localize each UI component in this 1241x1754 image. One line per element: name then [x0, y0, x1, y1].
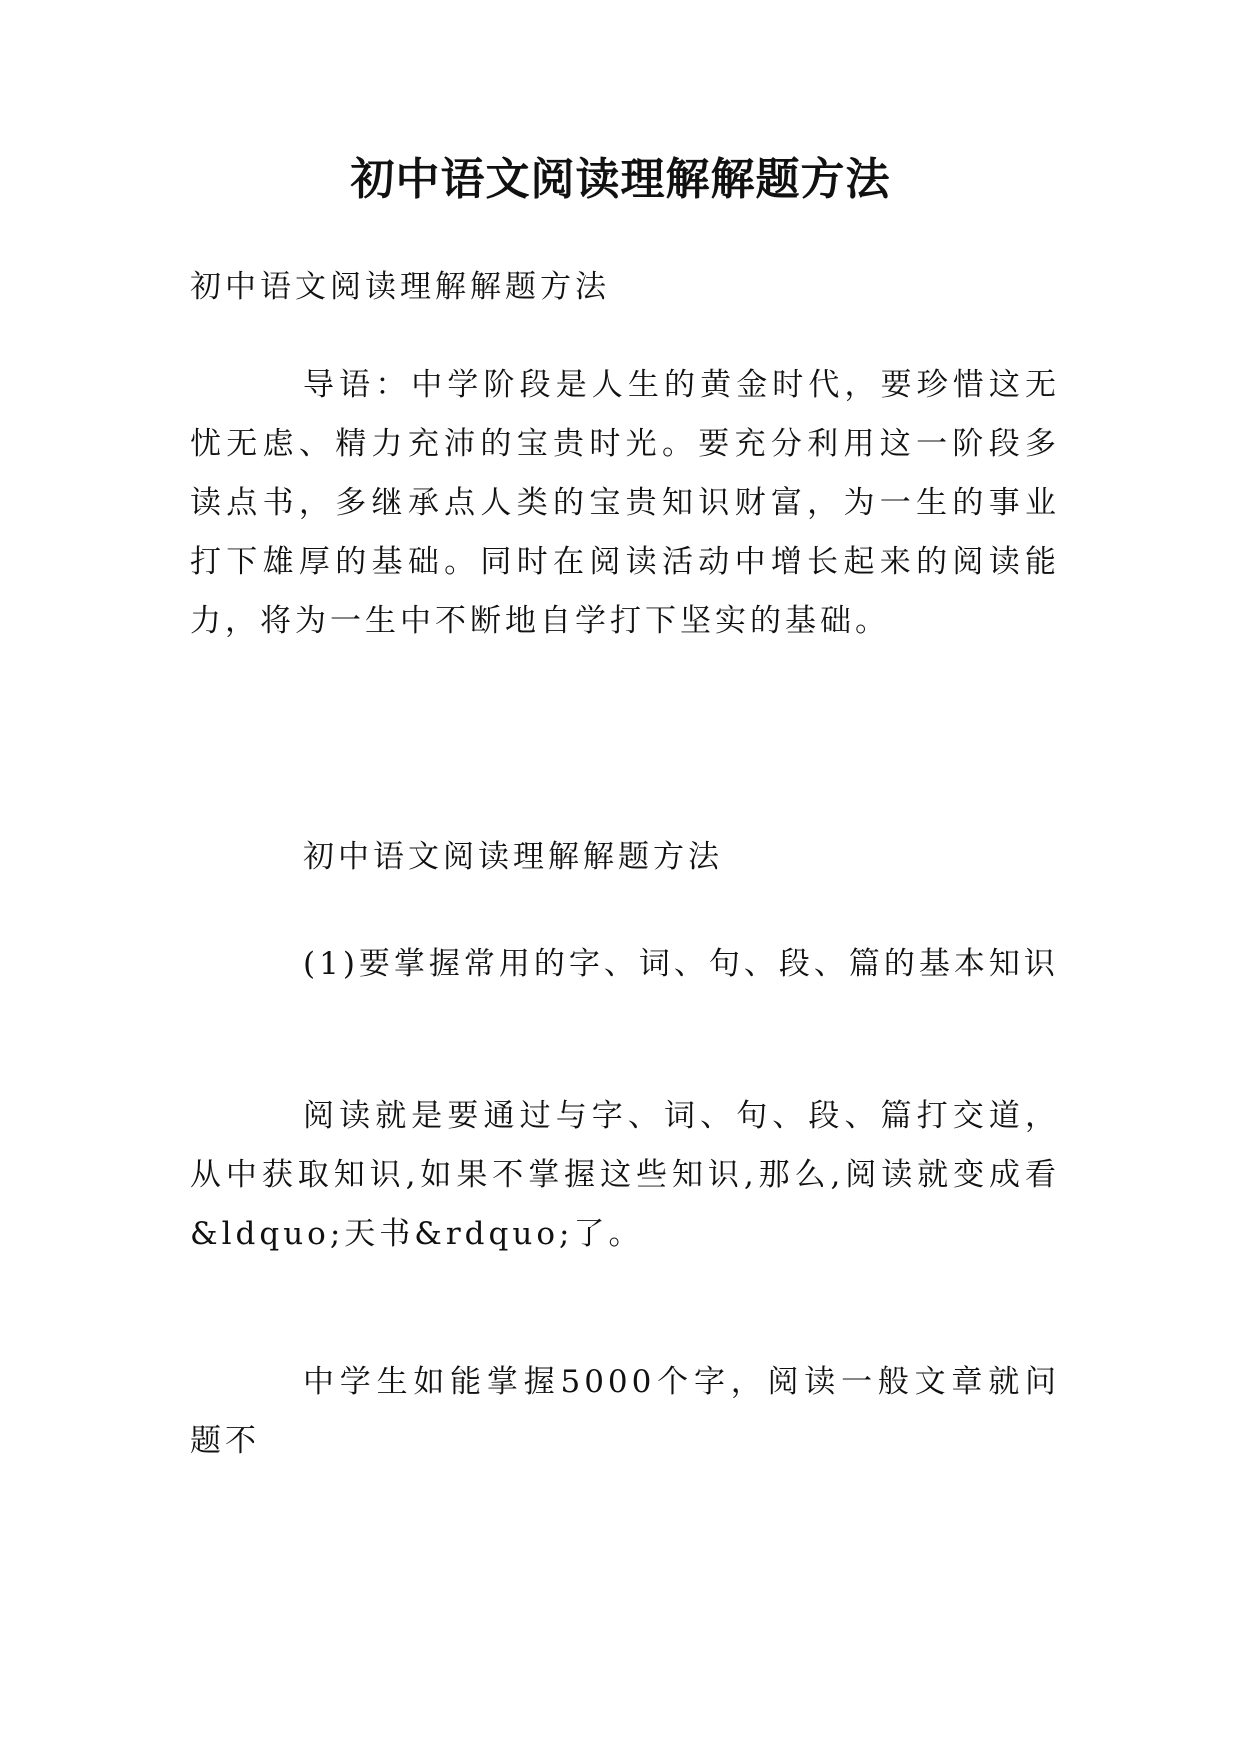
point-heading-1: (1)要掌握常用的字、词、句、段、篇的基本知识	[303, 946, 1059, 982]
paragraph-reading: 阅读就是要通过与字、词、句、段、篇打交道，从中获取知识,如果不掌握这些知识,那么,阅读就变成看&ldquo;天书&rdquo;了。	[190, 1098, 1060, 1252]
paragraph-intro: 导语：中学阶段是人生的黄金时代，要珍惜这无忧无虑、精力充沛的宝贵时光。要充分利用这一阶段多读点书，多继承点人类的宝贵知识财富，为一生的事业打下雄厚的基础。同时在阅读活动中增长起来的阅读能力，将为一生中不断地自学打下坚实的基础。	[190, 367, 1060, 639]
section-heading: 初中语文阅读理解解题方法	[303, 839, 723, 875]
document-title: 初中语文阅读理解解题方法	[350, 154, 891, 205]
paragraph-characters: 中学生如能掌握5000个字，阅读一般文章就问题不	[190, 1364, 1060, 1459]
document-subtitle: 初中语文阅读理解解题方法	[190, 269, 610, 305]
